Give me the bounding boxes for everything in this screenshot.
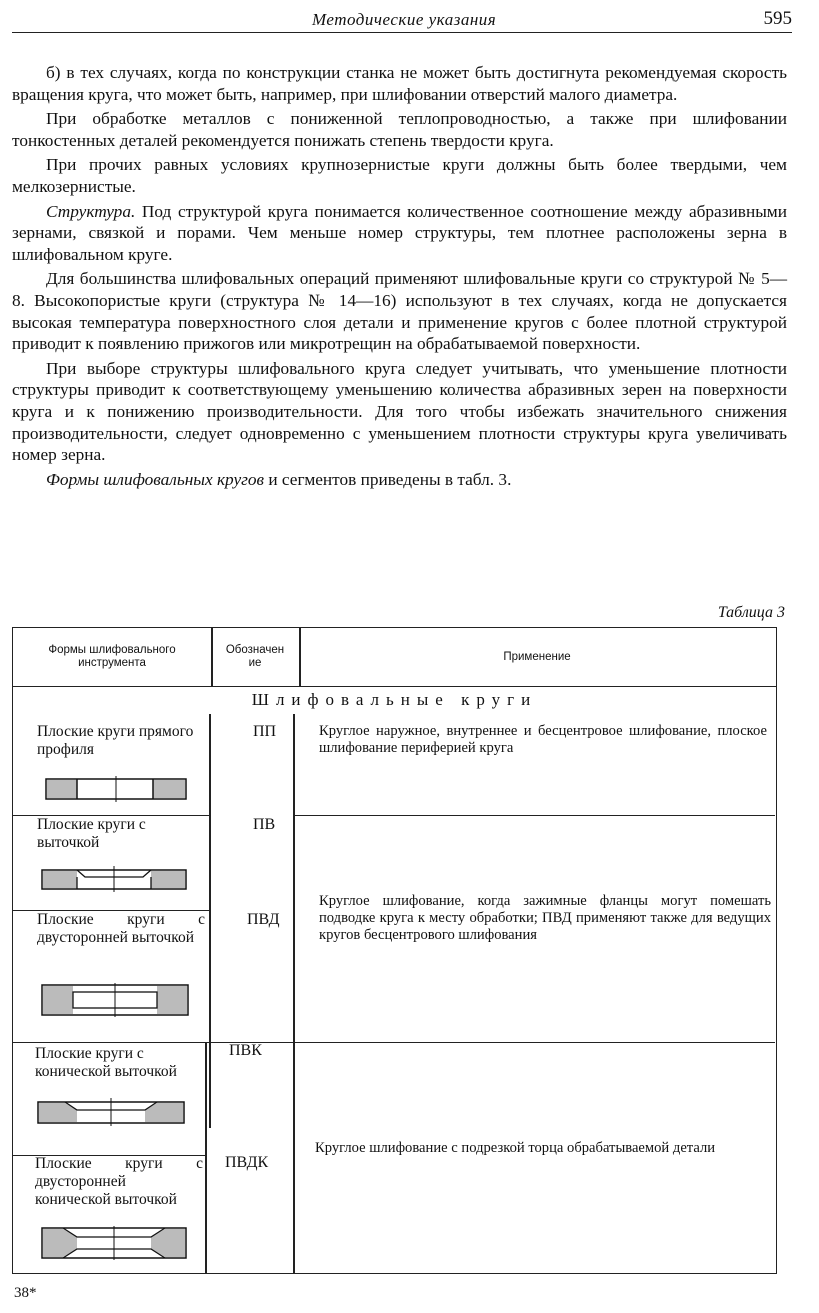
row-divider (293, 815, 775, 816)
header-application: Применение (503, 650, 571, 663)
paragraph: б) в тех случаях, когда по конструкции станка не может быть достигнута рекомендуемая скорость вращения круга, что может быть, например, при шлифовании отверстий малого диаметра. (12, 63, 787, 104)
row-code-pvdk: ПВДК (225, 1154, 269, 1171)
row-divider (13, 1042, 775, 1043)
divider (209, 714, 211, 1128)
divider (205, 1042, 207, 1274)
flat-wheel-double-conical-recess-icon (41, 1226, 187, 1260)
row-code-pvk: ПВК (229, 1042, 262, 1059)
flat-wheel-double-recessed-icon (41, 983, 189, 1017)
row-name-pvdk: Плоские круги с двусторонней конической выточкой (35, 1155, 203, 1208)
signature-mark: 38* (14, 1285, 37, 1301)
row-name-pp: Плоские круги прямого профиля (37, 723, 194, 758)
divider (211, 628, 213, 686)
paragraph: При прочих равных условиях крупнозернистые круги должны быть более твердыми, чем мелкозернистые. (12, 155, 787, 196)
row-code-pv: ПВ (253, 816, 276, 833)
application-text: Круглое наружное, внутреннее и бесцентровое шлифование, плоское шлифование периферией круга (319, 723, 767, 756)
header-code: Обозначение (225, 644, 285, 669)
row-code-pp: ПП (253, 723, 277, 740)
body-text (12, 62, 787, 493)
row-name-pvk: Плоские круги с конической выточкой (35, 1045, 177, 1080)
wheel-forms-table (12, 627, 777, 1274)
section-title: Шлифовальные круги (251, 690, 538, 709)
flat-wheel-conical-recess-icon (37, 1098, 185, 1126)
running-header (12, 6, 792, 33)
divider (293, 714, 295, 1274)
application-text: Круглое шлифование с подрезкой торца обрабатываемой детали (315, 1140, 716, 1156)
row-name-pvd: Плоские круги с двусторонней выточкой (37, 911, 205, 946)
flat-wheel-recessed-icon (41, 866, 187, 892)
paragraph: Формы шлифовальных кругов и сегментов приведены в табл. 3. (46, 469, 512, 489)
paragraph: При обработке металлов с пониженной теплопроводностью, а также при шлифовании тонкостенных деталей рекомендуется понижать степень твердости круга. (12, 109, 787, 150)
divider (299, 628, 301, 686)
running-title: Методические указания (312, 10, 497, 29)
paragraph: Для большинства шлифовальных операций применяют шлифовальные круги со структурой № 5—8. Высокопористые круги (структура № 14—16) используют в тех случаях, когда не допускается высокая температура поверхностного слоя детали и применение кругов с более плотной структурой приводит к появлению прижогов или микротрещин на обрабатываемой поверхности. (12, 269, 787, 354)
paragraph: Структура. Под структурой круга понимается количественное соотношение между абразивными зернами, связкой и порами. Чем меньше номер структуры, тем плотнее расположены зерна в шлифовальном круге. (12, 201, 787, 264)
flat-wheel-straight-icon (45, 776, 187, 802)
application-text: Круглое шлифование, когда зажимные фланцы могут помешать подводке круга к месту обработки; ПВД применяют также для ведущих кругов бесцентрового шлифования (319, 893, 771, 943)
table-caption: Таблица 3 (717, 604, 785, 621)
table-header (13, 628, 776, 687)
page-number: 595 (763, 8, 792, 29)
row-code-pvd: ПВД (247, 911, 280, 928)
header-forms: Формы шлифовального инструмента (48, 644, 176, 669)
row-name-pv: Плоские круги с выточкой (37, 816, 146, 851)
paragraph: При выборе структуры шлифовального круга следует учитывать, что уменьшение плотности структуры приводит к соответствующему уменьшению количества абразивных зерен на поверхности круга и к понижению производительности. Для того чтобы избежать значительного снижения производительности, следует одновременно с уменьшением плотности структуры круга увеличивать номер зерна. (12, 358, 787, 465)
